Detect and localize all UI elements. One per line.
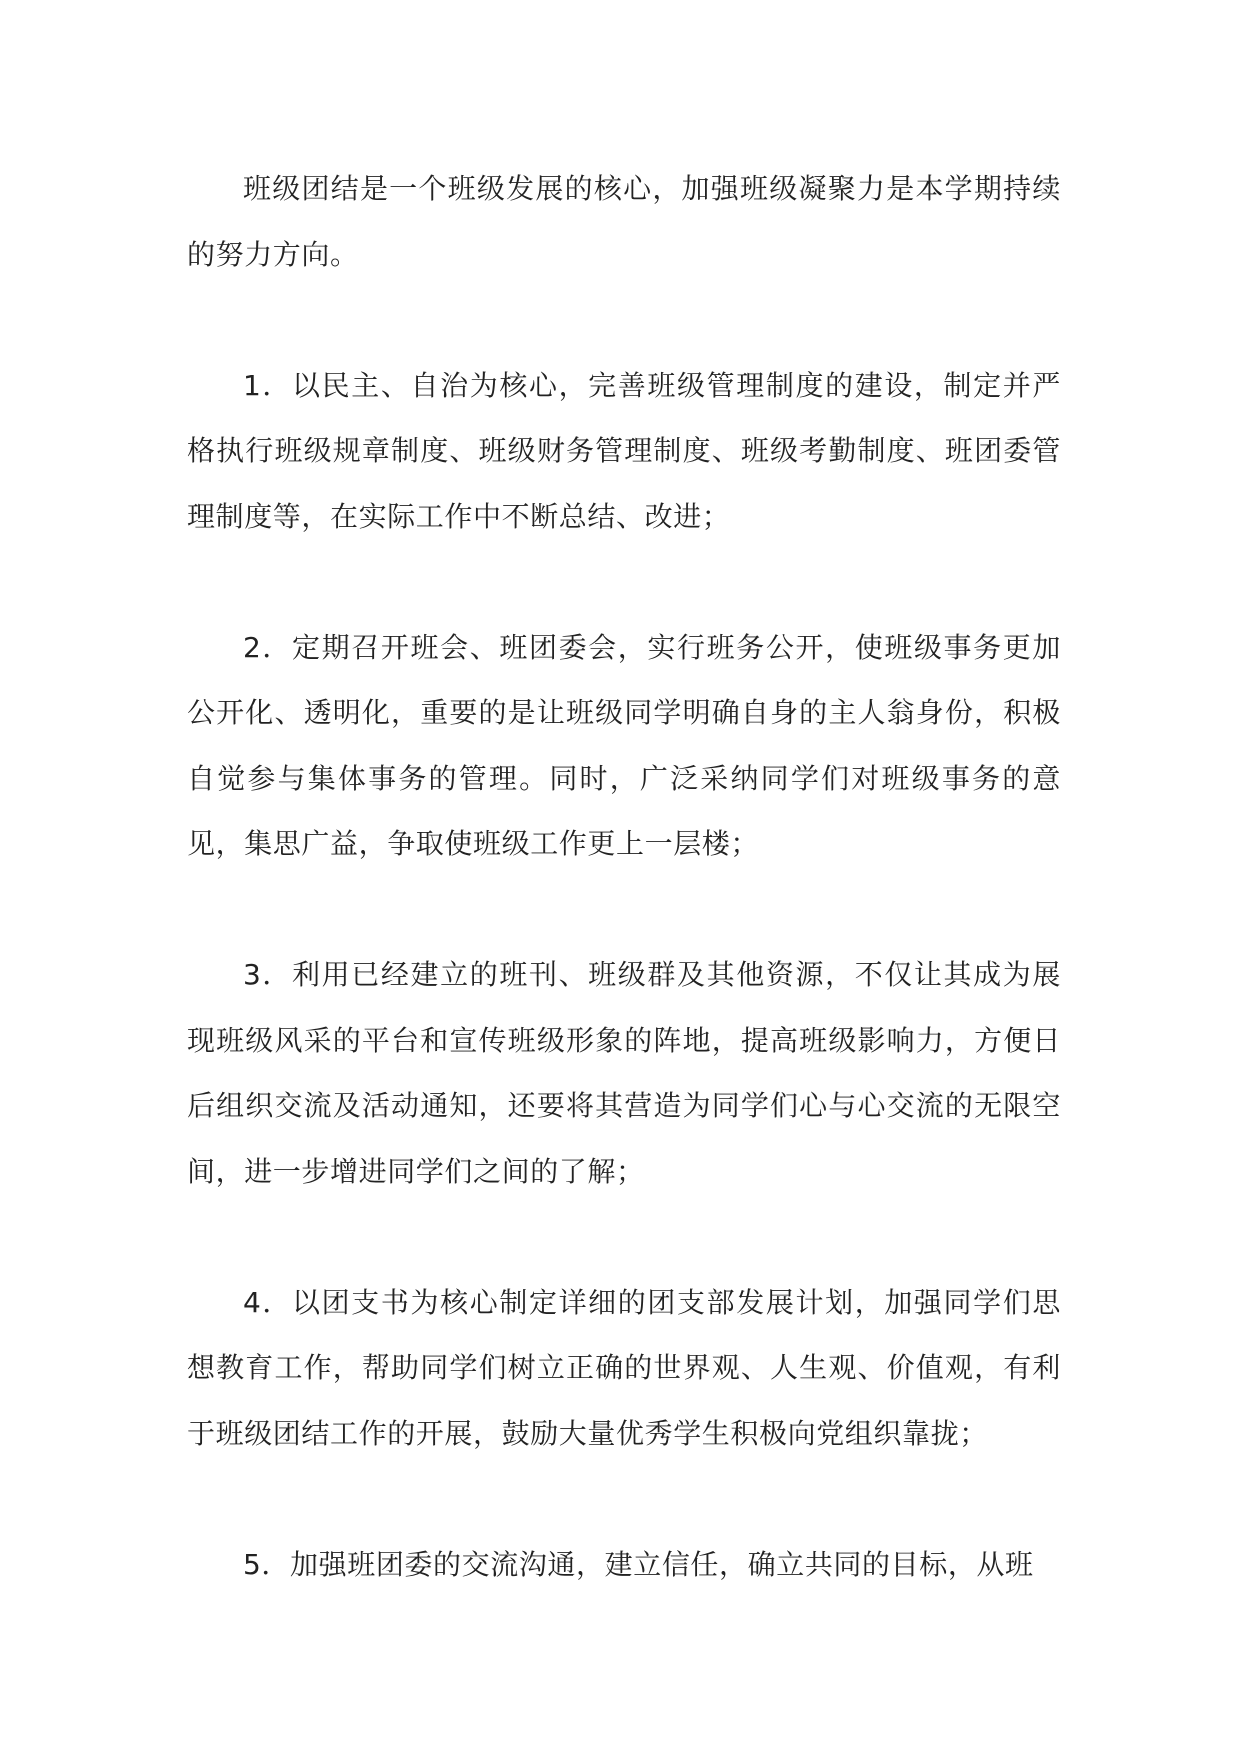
paragraph-item-5: 5．加强班团委的交流沟通，建立信任，确立共同的目标，从班 <box>243 1547 1034 1581</box>
paragraph-item-1: 1．以民主、自治为核心，完善班级管理制度的建设，制定并严格执行班级规章制度、班级财务管理制度、班级考勤制度、班团委管理制度等，在实际工作中不断总结、改进； <box>187 368 1061 533</box>
paragraph-spacer <box>187 549 1061 615</box>
paragraph-item-4: 4．以团支书为核心制定详细的团支部发展计划，加强同学们思想教育工作，帮助同学们树立正确的世界观、人生观、价值观，有利于班级团结工作的开展，鼓励大量优秀学生积极向党组织靠拢； <box>187 1285 1061 1450</box>
paragraph-item-2: 2．定期召开班会、班团委会，实行班务公开，使班级事务更加公开化、透明化，重要的是让班级同学明确自身的主人翁身份，积极自觉参与集体事务的管理。同时，广泛采纳同学们对班级事务的意见，集思广益，争取使班级工作更上一层楼； <box>187 630 1061 860</box>
paragraph-intro: 班级团结是一个班级发展的核心，加强班级凝聚力是本学期持续的努力方向。 <box>187 172 1061 271</box>
paragraph-spacer <box>187 1466 1061 1532</box>
paragraph-spacer <box>187 287 1061 353</box>
paragraph-spacer <box>187 1204 1061 1270</box>
paragraph-spacer <box>187 877 1061 943</box>
paragraph-item-3: 3．利用已经建立的班刊、班级群及其他资源，不仅让其成为展现班级风采的平台和宣传班级形象的阵地，提高班级影响力，方便日后组织交流及活动通知，还要将其营造为同学们心与心交流的无限空间，进一步增进同学们之间的了解； <box>187 958 1061 1188</box>
document-body <box>187 156 1061 1597</box>
